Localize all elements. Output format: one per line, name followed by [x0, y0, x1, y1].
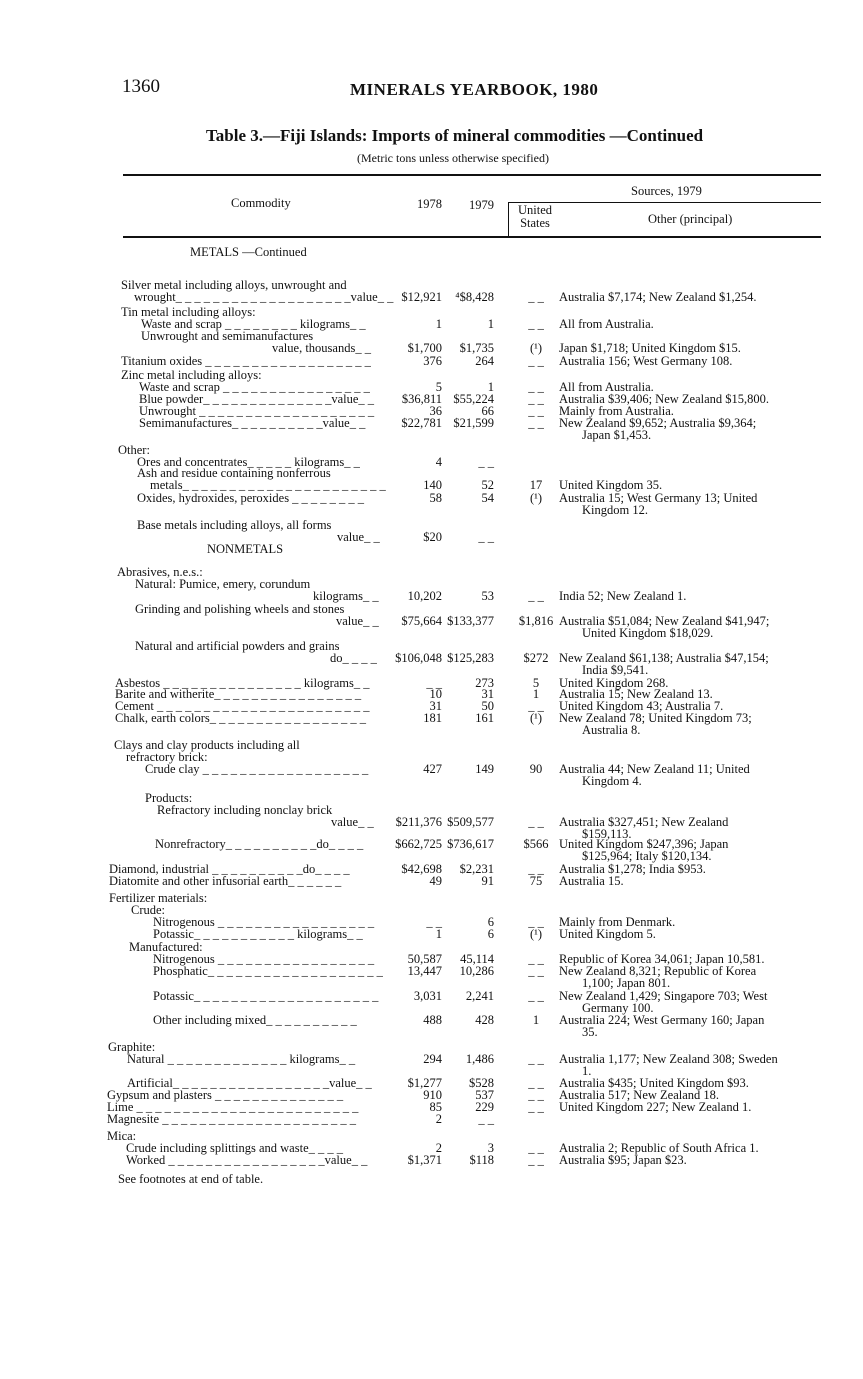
- us-divider: [508, 202, 509, 236]
- commodity-label: [0, 928, 363, 940]
- other-sources-line: Australia 517; New Zealand 18.: [559, 1088, 720, 1102]
- value-1979: 54: [481, 491, 494, 505]
- other-sources-line: India 52; New Zealand 1.: [559, 589, 687, 603]
- other-sources-line: United Kingdom $18,029.: [582, 626, 714, 640]
- commodity-label: [0, 279, 393, 303]
- other-sources-line: New Zealand 78; United Kingdom 73;: [559, 711, 752, 725]
- commodity-label-line: value_ _: [337, 530, 380, 544]
- section-nonmetals: NONMETALS: [207, 542, 284, 556]
- commodity-label-line: Diatomite and other infusorial earth_ _ _ _ _ _: [109, 874, 342, 888]
- value-1978: $12,921: [401, 290, 442, 304]
- other-sources-line: Kingdom 4.: [582, 774, 642, 788]
- other-sources-line: United Kingdom 268.: [559, 676, 669, 690]
- value-1978: 13,447: [407, 964, 442, 978]
- value-1979: _ _: [478, 1112, 494, 1126]
- value-1978: 181: [423, 711, 442, 725]
- other-sources-line: India $9,541.: [582, 663, 649, 677]
- commodity-label: [0, 492, 364, 504]
- commodity-label: [0, 892, 374, 928]
- header-united: United: [517, 203, 553, 217]
- united-states-value: _ _: [528, 416, 544, 430]
- value-1979: ⁴$8,428: [455, 290, 494, 304]
- value-1979: 1: [487, 380, 494, 394]
- commodity-label: [0, 566, 379, 602]
- other-sources-line: Australia $39,406; New Zealand $15,800.: [559, 392, 770, 406]
- other-sources-line: United Kingdom $247,396; Japan: [559, 837, 729, 851]
- united-states-value: _ _: [528, 1153, 544, 1167]
- value-1978: 10: [429, 687, 442, 701]
- united-states-value: _ _: [528, 317, 544, 331]
- value-1978: $1,700: [407, 341, 442, 355]
- value-1978: 1: [435, 317, 442, 331]
- commodity-label-line: metals_ _ _ _ _ _ _ _ _ _ _ _ _ _ _ _ _ _ _ _ _ _: [150, 478, 386, 492]
- commodity-label: [0, 417, 365, 429]
- value-1978: $20: [423, 530, 442, 544]
- value-1979: 53: [481, 589, 494, 603]
- united-states-value: _ _: [528, 380, 544, 394]
- commodity-label-line: Potassic_ _ _ _ _ _ _ _ _ _ _ _ _ _ _ _ _ _ _ _: [153, 989, 379, 1003]
- header-bottom-rule: [123, 236, 821, 238]
- value-1978: 2: [435, 1112, 442, 1126]
- value-1979: 149: [475, 762, 494, 776]
- other-sources: [559, 652, 769, 676]
- other-sources-line: Australia $435; United Kingdom $93.: [559, 1076, 749, 1090]
- commodity-label-line: Nitrogenous _ _ _ _ _ _ _ _ _ _ _ _ _ _ _ _ _: [153, 915, 375, 929]
- header-commodity: Commodity: [231, 196, 291, 210]
- commodity-label-line: Waste and scrap _ _ _ _ _ _ _ _ kilograms_ _: [141, 317, 366, 331]
- commodity-label-line: refractory brick:: [126, 750, 208, 764]
- united-states-value: _ _: [528, 589, 544, 603]
- value-1978: $22,781: [401, 416, 442, 430]
- value-1979: $1,735: [459, 341, 494, 355]
- commodity-label: [0, 1113, 356, 1125]
- other-sources-line: Mainly from Denmark.: [559, 915, 676, 929]
- commodity-label: [0, 306, 366, 330]
- commodity-label: [0, 712, 366, 724]
- other-sources-line: Australia 156; West Germany 108.: [559, 354, 733, 368]
- commodity-label: [0, 1154, 367, 1166]
- other-sources-line: All from Australia.: [559, 317, 654, 331]
- united-states-value: _ _: [528, 1088, 544, 1102]
- commodity-label-line: kilograms_ _: [313, 589, 379, 603]
- commodity-label-line: Clays and clay products including all: [114, 738, 300, 752]
- other-sources-line: New Zealand 8,321; Republic of Korea: [559, 964, 757, 978]
- commodity-label-line: Natural: Pumice, emery, corundum: [135, 577, 311, 591]
- value-1978: 488: [423, 1013, 442, 1027]
- other-sources-line: Mainly from Australia.: [559, 404, 674, 418]
- value-1978: $1,371: [407, 1153, 442, 1167]
- table-subtitle: (Metric tons unless otherwise specified): [357, 151, 549, 165]
- value-1978: 2: [435, 1141, 442, 1155]
- other-sources: [559, 318, 654, 330]
- other-sources: [559, 417, 756, 441]
- commodity-label-line: Blue powder_ _ _ _ _ _ _ _ _ _ _ _ _ _value_ _: [139, 392, 375, 406]
- other-sources: [559, 965, 756, 989]
- commodity-label-line: Nonrefractory_ _ _ _ _ _ _ _ _ _do_ _ _ _: [155, 837, 364, 851]
- value-1979: 6: [487, 915, 494, 929]
- other-sources-line: Australia $95; Japan $23.: [559, 1153, 687, 1167]
- commodity-label: [0, 792, 374, 828]
- united-states-value: (¹): [529, 711, 543, 725]
- other-sources-line: Australia 1,177; New Zealand 308; Sweden: [559, 1052, 778, 1066]
- other-sources: [559, 1101, 751, 1113]
- other-sources-line: Australia 15.: [559, 874, 624, 888]
- value-1978: 85: [429, 1100, 442, 1114]
- commodity-label-line: Cement _ _ _ _ _ _ _ _ _ _ _ _ _ _ _ _ _ _ _ _ _ _ _: [115, 699, 370, 713]
- commodity-label-line: Other including mixed_ _ _ _ _ _ _ _ _ _: [153, 1013, 357, 1027]
- commodity-label: [0, 467, 386, 491]
- commodity-label-line: value, thousands_ _: [272, 341, 371, 355]
- commodity-label-line: Titanium oxides _ _ _ _ _ _ _ _ _ _ _ _ _ _ _ _ _ _: [121, 354, 371, 368]
- commodity-label: [0, 519, 380, 543]
- header-other: Other (principal): [648, 212, 733, 226]
- commodity-label-line: Chalk, earth colors_ _ _ _ _ _ _ _ _ _ _ _ _ _ _ _ _: [115, 711, 367, 725]
- value-1979: 264: [475, 354, 494, 368]
- commodity-label-line: Ash and residue containing nonferrous: [137, 466, 331, 480]
- other-sources-line: All from Australia.: [559, 380, 654, 394]
- other-sources: [559, 479, 662, 491]
- united-states-value: _ _: [528, 915, 544, 929]
- united-states-value: _ _: [528, 989, 544, 1003]
- value-1979: 50: [481, 699, 494, 713]
- commodity-label: [0, 1041, 355, 1065]
- other-sources: [559, 838, 728, 862]
- other-sources-line: $159,113.: [582, 827, 632, 841]
- united-states-value: _ _: [528, 699, 544, 713]
- commodity-label-line: Mica:: [107, 1129, 137, 1143]
- value-1979: $133,377: [447, 614, 494, 628]
- united-states-value: 75: [529, 874, 543, 888]
- commodity-label-line: Base metals including alloys, all forms: [137, 518, 332, 532]
- value-1978: $1,277: [407, 1076, 442, 1090]
- united-states-value: 1: [532, 1013, 540, 1027]
- united-states-value: (¹): [529, 491, 543, 505]
- commodity-label-line: Artificial_ _ _ _ _ _ _ _ _ _ _ _ _ _ _ _ _value_ _: [127, 1076, 372, 1090]
- value-1979: 3: [487, 1141, 494, 1155]
- value-1979: 45,114: [460, 952, 494, 966]
- value-1978: 4: [435, 455, 442, 469]
- other-sources-line: United Kingdom 43; Australia 7.: [559, 699, 724, 713]
- commodity-label-line: Lime _ _ _ _ _ _ _ _ _ _ _ _ _ _ _ _ _ _ _ _ _ _ _ _: [107, 1100, 359, 1114]
- value-1979: 1: [487, 317, 494, 331]
- value-1979: 1,486: [465, 1052, 494, 1066]
- top-rule: [123, 174, 821, 176]
- commodity-label-line: Crude including splittings and waste_ _ _ _: [126, 1141, 343, 1155]
- value-1979: $21,599: [453, 416, 494, 430]
- other-sources-line: Australia $7,174; New Zealand $1,254.: [559, 290, 757, 304]
- commodity-label-line: Other:: [118, 443, 150, 457]
- value-1979: _ _: [478, 530, 494, 544]
- commodity-label-line: Silver metal including alloys, unwrought and: [121, 278, 347, 292]
- commodity-label: [0, 1014, 357, 1026]
- value-1979: $55,224: [453, 392, 494, 406]
- other-sources-line: Australia $1,278; India $953.: [559, 862, 706, 876]
- other-sources: [559, 291, 757, 303]
- value-1979: 428: [475, 1013, 494, 1027]
- value-1979: 91: [481, 874, 494, 888]
- value-1978: 10,202: [407, 589, 442, 603]
- other-sources-line: 1.: [582, 1064, 592, 1078]
- value-1979: 229: [475, 1100, 494, 1114]
- other-sources: [559, 355, 732, 367]
- commodity-label-line: do_ _ _ _: [330, 651, 377, 665]
- other-sources: [559, 875, 624, 887]
- commodity-label-line: Natural _ _ _ _ _ _ _ _ _ _ _ _ _ kilograms_ _: [127, 1052, 356, 1066]
- section-metals: METALS —Continued: [190, 245, 307, 259]
- united-states-value: _ _: [528, 1052, 544, 1066]
- value-1978: $75,664: [401, 614, 442, 628]
- value-1979: $2,231: [459, 862, 494, 876]
- commodity-label: [0, 640, 377, 664]
- commodity-label-line: Grinding and polishing wheels and stones: [135, 602, 345, 616]
- united-states-value: _ _: [528, 1141, 544, 1155]
- other-sources: [559, 712, 752, 736]
- commodity-label-line: Crude:: [131, 903, 166, 917]
- value-1978: 1: [435, 927, 442, 941]
- commodity-label-line: value_ _: [331, 815, 374, 829]
- value-1978: 910: [423, 1088, 442, 1102]
- value-1978: 5: [435, 380, 442, 394]
- header-sources: Sources, 1979: [631, 184, 702, 198]
- other-sources-line: Australia 2; Republic of South Africa 1.: [559, 1141, 759, 1155]
- other-sources-line: Japan $1,453.: [582, 428, 652, 442]
- commodity-label: [0, 603, 379, 627]
- commodity-label-line: Diamond, industrial _ _ _ _ _ _ _ _ _ _do_ _ _ _: [109, 862, 350, 876]
- united-states-value: _ _: [528, 354, 544, 368]
- footnote: See footnotes at end of table.: [118, 1172, 264, 1186]
- value-1979: $736,617: [447, 837, 494, 851]
- other-sources-line: United Kingdom 5.: [559, 927, 656, 941]
- commodity-label: [0, 990, 378, 1002]
- commodity-label-line: Refractory including nonclay brick: [157, 803, 333, 817]
- united-states-value: (¹): [529, 341, 543, 355]
- commodity-label: [0, 369, 370, 393]
- value-1979: 6: [487, 927, 494, 941]
- value-1978: 376: [423, 354, 442, 368]
- united-states-value: $272: [523, 651, 549, 665]
- commodity-label-line: Ores and concentrates_ _ _ _ _ kilograms_ _: [137, 455, 360, 469]
- commodity-label: [0, 941, 374, 965]
- value-1978: 140: [423, 478, 442, 492]
- other-sources: [559, 763, 750, 787]
- other-sources-line: New Zealand $9,652; Australia $9,364;: [559, 416, 757, 430]
- value-1978: 58: [429, 491, 442, 505]
- other-sources: [559, 615, 769, 639]
- value-1978: $662,725: [395, 837, 442, 851]
- other-sources: [559, 1053, 778, 1077]
- other-sources-line: New Zealand $61,138; Australia $47,154;: [559, 651, 769, 665]
- header-states: States: [520, 216, 550, 230]
- commodity-label-line: Products:: [145, 791, 193, 805]
- commodity-label-line: Abrasives, n.e.s.:: [117, 565, 203, 579]
- united-states-value: $1,816: [518, 614, 554, 628]
- page-number: 1360: [122, 76, 160, 97]
- commodity-label-line: Phosphatic_ _ _ _ _ _ _ _ _ _ _ _ _ _ _ _ _ _ _: [153, 964, 383, 978]
- commodity-label-line: Potassic_ _ _ _ _ _ _ _ _ _ _ kilograms_ _: [153, 927, 363, 941]
- other-sources-line: Kingdom 12.: [582, 503, 648, 517]
- commodity-label-line: wrought_ _ _ _ _ _ _ _ _ _ _ _ _ _ _ _ _ _ _value_ _: [134, 290, 394, 304]
- united-states-value: _ _: [528, 404, 544, 418]
- united-states-value: _ _: [528, 1100, 544, 1114]
- commodity-label: [0, 875, 341, 887]
- value-1978: 31: [429, 699, 442, 713]
- commodity-label: [0, 330, 371, 354]
- commodity-label-line: Oxides, hydroxides, peroxides _ _ _ _ _ _ _ _: [137, 491, 365, 505]
- commodity-label-line: Gypsum and plasters _ _ _ _ _ _ _ _ _ _ _ _ _ _: [107, 1088, 344, 1102]
- commodity-label-line: Natural and artificial powders and grains: [135, 639, 340, 653]
- value-1979: $528: [469, 1076, 494, 1090]
- value-1979: 161: [475, 711, 494, 725]
- other-sources-line: Australia $327,451; New Zealand: [559, 815, 729, 829]
- value-1978: $106,048: [395, 651, 442, 665]
- commodity-label: [0, 444, 360, 468]
- united-states-value: 5: [532, 676, 540, 690]
- value-1979: _ _: [478, 455, 494, 469]
- commodity-label-line: Semimanufactures_ _ _ _ _ _ _ _ _ _value_ _: [139, 416, 366, 430]
- commodity-label-line: Magnesite _ _ _ _ _ _ _ _ _ _ _ _ _ _ _ _ _ _ _ _ _: [107, 1112, 356, 1126]
- sources-rule: [508, 202, 821, 203]
- commodity-label: [0, 739, 368, 775]
- value-1979: 10,286: [459, 964, 494, 978]
- other-sources-line: Australia 44; New Zealand 11; United: [559, 762, 750, 776]
- commodity-label-line: Barite and witherite_ _ _ _ _ _ _ _ _ _ _ _ _ _ _ _: [115, 687, 362, 701]
- other-sources: [559, 492, 757, 516]
- value-1978: $42,698: [401, 862, 442, 876]
- value-1979: 66: [481, 404, 494, 418]
- commodity-label-line: Waste and scrap _ _ _ _ _ _ _ _ _ _ _ _ _ _ _ _: [139, 380, 370, 394]
- other-sources-line: United Kingdom 35.: [559, 478, 663, 492]
- united-states-value: _ _: [528, 964, 544, 978]
- other-sources-line: Japan $1,718; United Kingdom $15.: [559, 341, 741, 355]
- value-1978: 294: [423, 1052, 442, 1066]
- united-states-value: _ _: [528, 1076, 544, 1090]
- commodity-label: [0, 838, 363, 850]
- value-1979: 273: [475, 676, 494, 690]
- united-states-value: 17: [529, 478, 543, 492]
- value-1978: 49: [429, 874, 442, 888]
- other-sources: [559, 342, 741, 354]
- other-sources-line: Germany 100.: [582, 1001, 654, 1015]
- other-sources-line: United Kingdom 227; New Zealand 1.: [559, 1100, 752, 1114]
- commodity-label-line: Zinc metal including alloys:: [121, 368, 262, 382]
- commodity-label-line: Asbestos _ _ _ _ _ _ _ _ _ _ _ _ _ _ _ kilograms_ _: [115, 676, 370, 690]
- other-sources-line: Australia 224; West Germany 160; Japan: [559, 1013, 765, 1027]
- united-states-value: 1: [532, 687, 540, 701]
- other-sources-line: $125,964; Italy $120,134.: [582, 849, 712, 863]
- other-sources-line: 1,100; Japan 801.: [582, 976, 671, 990]
- united-states-value: _ _: [528, 862, 544, 876]
- commodity-label-line: Crude clay _ _ _ _ _ _ _ _ _ _ _ _ _ _ _ _ _ _: [145, 762, 369, 776]
- value-1978: 427: [423, 762, 442, 776]
- value-1979: $509,577: [447, 815, 494, 829]
- other-sources-line: Australia 15; New Zealand 13.: [559, 687, 713, 701]
- value-1978: 3,031: [413, 989, 442, 1003]
- united-states-value: _ _: [528, 952, 544, 966]
- value-1979: $125,283: [447, 651, 494, 665]
- other-sources-line: New Zealand 1,429; Singapore 703; West: [559, 989, 768, 1003]
- commodity-label-line: Unwrought _ _ _ _ _ _ _ _ _ _ _ _ _ _ _ _ _ _ _: [139, 404, 375, 418]
- other-sources-line: Australia 15; West Germany 13; United: [559, 491, 758, 505]
- value-1978: $211,376: [395, 815, 442, 829]
- united-states-value: $566: [523, 837, 549, 851]
- united-states-value: 90: [529, 762, 543, 776]
- header-united-states: [515, 204, 555, 230]
- value-1979: 2,241: [465, 989, 494, 1003]
- united-states-value: _ _: [528, 815, 544, 829]
- united-states-value: _ _: [528, 392, 544, 406]
- value-1978: _ _: [426, 676, 442, 690]
- running-head: MINERALS YEARBOOK, 1980: [350, 80, 599, 99]
- other-sources: [559, 1014, 764, 1038]
- other-sources: [559, 1154, 687, 1166]
- united-states-value: _ _: [528, 290, 544, 304]
- commodity-label-line: Tin metal including alloys:: [121, 305, 256, 319]
- other-sources-line: Republic of Korea 34,061; Japan 10,581.: [559, 952, 765, 966]
- other-sources: [559, 928, 656, 940]
- commodity-label-line: Fertilizer materials:: [109, 891, 208, 905]
- commodity-label-line: Worked _ _ _ _ _ _ _ _ _ _ _ _ _ _ _ _ _value_ _: [126, 1153, 368, 1167]
- commodity-label-line: value_ _: [336, 614, 379, 628]
- commodity-label-line: Unwrought and semimanufactures: [141, 329, 314, 343]
- other-sources: [559, 990, 767, 1014]
- value-1979: 537: [475, 1088, 494, 1102]
- value-1979: 52: [481, 478, 494, 492]
- other-sources-line: 35.: [582, 1025, 598, 1039]
- value-1979: 31: [481, 687, 494, 701]
- commodity-label: [0, 965, 383, 977]
- commodity-label-line: Nitrogenous _ _ _ _ _ _ _ _ _ _ _ _ _ _ _ _ _: [153, 952, 375, 966]
- value-1979: $118: [469, 1153, 494, 1167]
- other-sources-line: Australia $51,084; New Zealand $41,947;: [559, 614, 770, 628]
- value-1978: $36,811: [401, 392, 442, 406]
- value-1978: _ _: [426, 915, 442, 929]
- other-sources: [559, 590, 686, 602]
- united-states-value: (¹): [529, 927, 543, 941]
- commodity-label: [0, 355, 371, 367]
- commodity-label: [0, 1130, 343, 1154]
- commodity-label-line: Graphite:: [108, 1040, 156, 1054]
- header-1978: 1978: [417, 197, 442, 211]
- value-1978: 50,587: [407, 952, 442, 966]
- other-sources-line: Australia 8.: [582, 723, 641, 737]
- value-1978: 36: [429, 404, 442, 418]
- commodity-label-line: Manufactured:: [129, 940, 203, 954]
- table-title: Table 3.—Fiji Islands: Imports of mineral commodities —Continued: [206, 126, 704, 145]
- header-1979: 1979: [469, 198, 494, 212]
